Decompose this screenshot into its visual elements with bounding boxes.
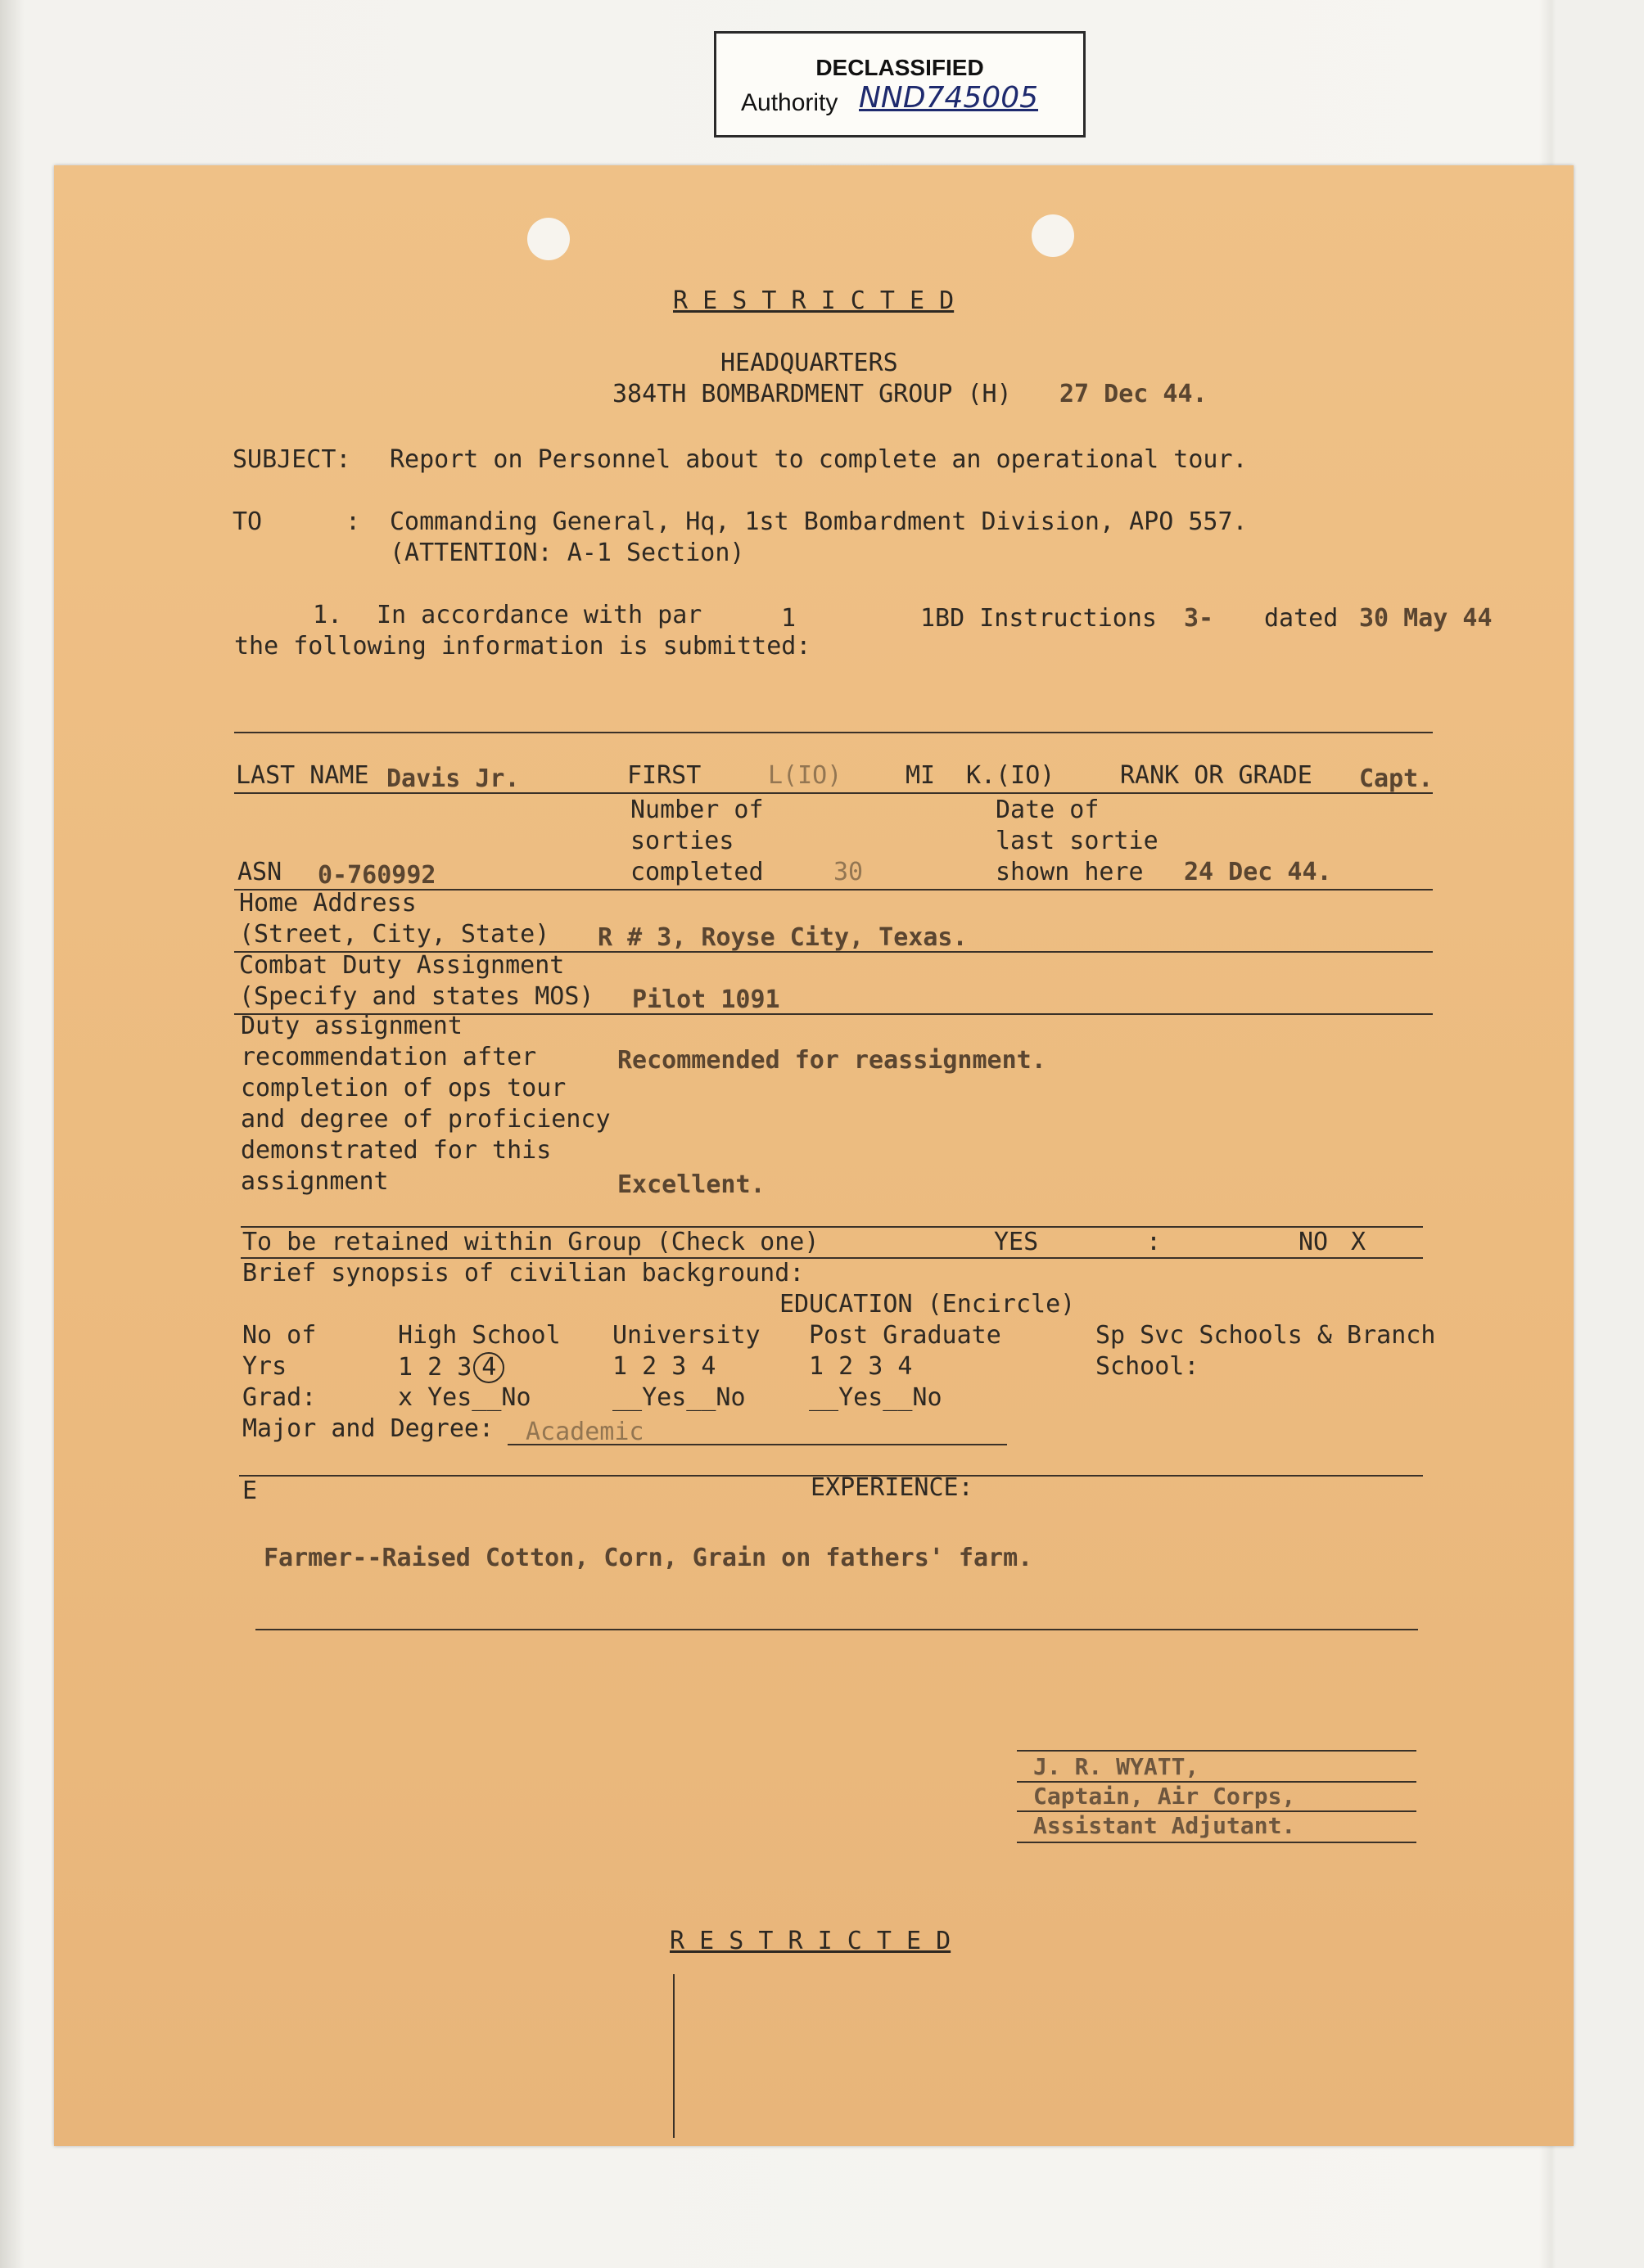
university-graduated: __Yes__No — [612, 1383, 746, 1412]
major-underline — [508, 1444, 1007, 1445]
post-graduate-years: 1 2 3 4 — [809, 1352, 913, 1381]
home-address-value: R # 3, Royse City, Texas. — [598, 923, 968, 952]
last-name-value: Davis Jr. — [386, 764, 520, 793]
combat-label-2: (Specify and states MOS) — [239, 982, 594, 1011]
retain-colon: : — [1146, 1228, 1162, 1256]
sorties-label-2: sorties — [630, 827, 734, 855]
para-dated: 30 May 44 — [1359, 604, 1493, 633]
first-name-label: FIRST — [627, 761, 702, 790]
major-degree-value: Academic — [526, 1418, 644, 1446]
subject-label: SUBJECT: — [233, 445, 351, 474]
para-par: 1 — [781, 604, 797, 633]
duty-recommendation-value: Recommended for reassignment. — [617, 1046, 1046, 1075]
retain-no-mark: X — [1351, 1228, 1366, 1256]
e-label: E — [242, 1477, 258, 1505]
signature-line — [1017, 1750, 1416, 1752]
high-school-graduated: x Yes__No — [398, 1383, 531, 1412]
proficiency-value: Excellent. — [617, 1170, 766, 1199]
divider — [234, 732, 1433, 733]
footer-restricted: R E S T R I C T E D — [670, 1927, 951, 1955]
to-colon: : — [346, 507, 361, 536]
home-label-2: (Street, City, State) — [239, 920, 550, 949]
fold-mark — [673, 1974, 675, 2138]
asn-value: 0-760992 — [318, 861, 436, 890]
to-line1: Commanding General, Hq, 1st Bombardment Division, APO 557. — [390, 507, 1248, 536]
duty-label-6: assignment — [241, 1167, 389, 1196]
row-line — [255, 1629, 1418, 1630]
high-school-years — [398, 1352, 504, 1383]
punch-hole-right — [1032, 214, 1074, 257]
mi-value: K.(IO) — [966, 761, 1055, 790]
stamp-title: DECLASSIFIED — [815, 55, 984, 80]
para-line2: the following information is submitted: — [234, 632, 811, 661]
duty-label-3: completion of ops tour — [241, 1074, 567, 1102]
yrs-label: Yrs — [242, 1352, 287, 1381]
para-number: 1. — [313, 601, 343, 629]
document-date: 27 Dec 44. — [1059, 380, 1208, 408]
headquarters: HEADQUARTERS — [720, 349, 898, 377]
grad-label: Grad: — [242, 1383, 317, 1412]
signature-title-1: Captain, Air Corps, — [1033, 1783, 1296, 1810]
signature-name: J. R. WYATT, — [1033, 1753, 1199, 1780]
high-school-year-options: 1 2 3 — [398, 1353, 472, 1382]
stamp-authority-value: NND745005 — [859, 81, 1039, 115]
duty-label-4: and degree of proficiency — [241, 1105, 611, 1134]
para-instructions: 3- — [1184, 604, 1214, 633]
subject-text: Report on Personnel about to complete an operational tour. — [390, 445, 1248, 474]
experience-label: EXPERIENCE: — [811, 1473, 973, 1502]
retain-label: To be retained within Group (Check one) — [242, 1228, 820, 1256]
university-label: University — [612, 1321, 761, 1350]
rank-value: Capt. — [1359, 764, 1434, 793]
mi-label: MI — [906, 761, 936, 790]
to-line2: (ATTENTION: A-1 Section) — [390, 539, 745, 567]
declassified-stamp — [714, 31, 1086, 138]
document-sheet — [54, 165, 1574, 2146]
para-text3: dated — [1264, 604, 1339, 633]
sorties-label-3: completed — [630, 858, 764, 886]
retain-no-label: NO — [1298, 1228, 1329, 1256]
last-name-label: LAST NAME — [236, 761, 369, 790]
combat-label-1: Combat Duty Assignment — [239, 951, 565, 980]
signature-line — [1017, 1842, 1416, 1843]
post-graduate-graduated: __Yes__No — [809, 1383, 942, 1412]
stamp-authority-label: Authority — [741, 89, 838, 116]
post-graduate-label: Post Graduate — [809, 1321, 1001, 1350]
sorties-label-1: Number of — [630, 796, 764, 824]
experience-value: Farmer--Raised Cotton, Corn, Grain on fathers' farm. — [264, 1544, 1033, 1572]
row-line — [234, 792, 1433, 794]
duty-label-1: Duty assignment — [241, 1012, 463, 1040]
signature-title-2: Assistant Adjutant. — [1033, 1812, 1296, 1839]
rank-label: RANK OR GRADE — [1120, 761, 1312, 790]
last-sortie-value: 24 Dec 44. — [1184, 858, 1332, 886]
first-name-value: L(IO) — [768, 761, 842, 790]
sorties-value: 30 — [833, 858, 864, 886]
to-label: TO — [233, 507, 263, 536]
group-name: 384TH BOMBARDMENT GROUP (H) — [612, 380, 1012, 408]
no-of-label: No of — [242, 1321, 317, 1350]
duty-label-2: recommendation after — [241, 1043, 537, 1071]
major-degree-label: Major and Degree: — [242, 1414, 495, 1443]
sp-svc-label-2: School: — [1095, 1352, 1199, 1381]
home-label-1: Home Address — [239, 889, 417, 918]
retain-yes-label: YES — [994, 1228, 1039, 1256]
header-restricted: R E S T R I C T E D — [673, 286, 955, 315]
duty-label-5: demonstrated for this — [241, 1136, 552, 1165]
punch-hole-left — [527, 218, 570, 260]
synopsis-label: Brief synopsis of civilian background: — [242, 1259, 805, 1287]
education-heading: EDUCATION (Encircle) — [779, 1290, 1076, 1319]
combat-duty-value: Pilot 1091 — [632, 985, 780, 1014]
last-sortie-label-2: last sortie — [996, 827, 1158, 855]
university-years: 1 2 3 4 — [612, 1352, 716, 1381]
high-school-circled-year: 4 — [473, 1352, 504, 1383]
para-text1: In accordance with par — [377, 601, 702, 629]
para-text2: 1BD Instructions — [920, 604, 1157, 633]
sp-svc-label-1: Sp Svc Schools & Branch — [1095, 1321, 1436, 1350]
asn-label: ASN — [237, 858, 282, 886]
last-sortie-label-3: shown here — [996, 858, 1144, 886]
last-sortie-label-1: Date of — [996, 796, 1100, 824]
high-school-label: High School — [398, 1321, 561, 1350]
